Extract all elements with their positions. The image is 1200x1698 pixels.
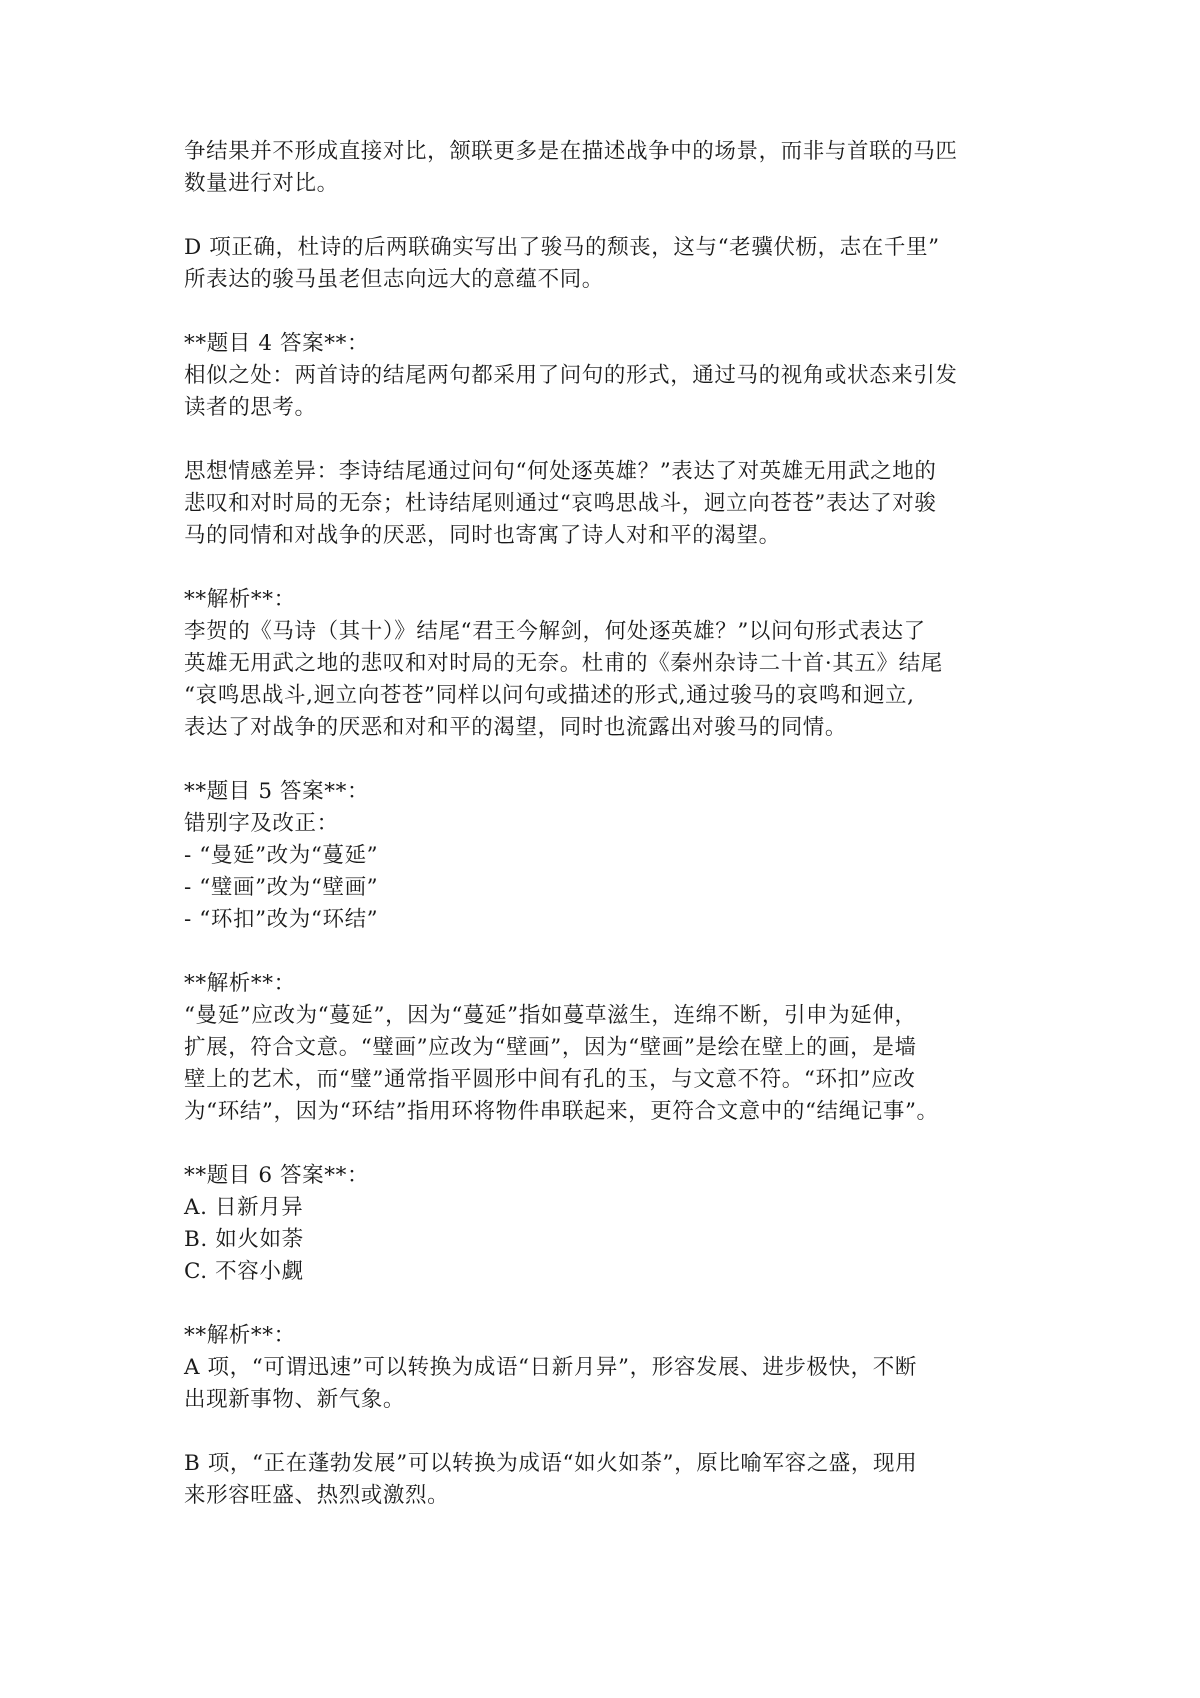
section-heading: **题目 5 答案**： bbox=[184, 779, 370, 804]
section-q5-analysis bbox=[184, 968, 1024, 1128]
text-line: “曼延”应改为“蔓延”，因为“蔓延”指如蔓草滋生，连绵不断，引申为延伸， bbox=[184, 1003, 917, 1028]
text-line: “哀鸣思战斗,迥立向苍苍”同样以问句或描述的形式,通过骏马的哀鸣和迥立, bbox=[184, 683, 915, 708]
section-q4-answer bbox=[184, 328, 1024, 424]
section-heading: **题目 4 答案**： bbox=[184, 331, 370, 356]
paragraph-q4-difference bbox=[184, 456, 1024, 552]
section-heading: **解析**： bbox=[184, 971, 296, 996]
paragraph-q6-analysis-b bbox=[184, 1448, 1024, 1512]
section-q4-analysis bbox=[184, 584, 1024, 744]
section-q6-analysis-a bbox=[184, 1320, 1024, 1416]
list-item: B. 如火如荼 bbox=[184, 1227, 304, 1252]
text-line: 数量进行对比。 bbox=[184, 171, 339, 196]
text-line: 悲叹和对时局的无奈；杜诗结尾则通过“哀鸣思战斗，迥立向苍苍”表达了对骏 bbox=[184, 491, 937, 516]
section-q5-answer bbox=[184, 776, 1024, 936]
section-heading: **解析**： bbox=[184, 1323, 296, 1348]
text-line: 表达了对战争的厌恶和对和平的渴望，同时也流露出对骏马的同情。 bbox=[184, 715, 848, 740]
section-heading: **题目 6 答案**： bbox=[184, 1163, 370, 1188]
list-item: - “曼延”改为“蔓延” bbox=[184, 843, 379, 868]
text-line: 相似之处：两首诗的结尾两句都采用了问句的形式，通过马的视角或状态来引发 bbox=[184, 363, 958, 388]
text-line: 英雄无用武之地的悲叹和对时局的无奈。杜甫的《秦州杂诗二十首·其五》结尾 bbox=[184, 651, 943, 676]
document-page bbox=[184, 136, 1024, 1544]
text-line: 扩展，符合文意。“璧画”应改为“壁画”，因为“壁画”是绘在壁上的画，是墙 bbox=[184, 1035, 917, 1060]
text-line: 来形容旺盛、热烈或激烈。 bbox=[184, 1483, 450, 1508]
text-line: A 项，“可谓迅速”可以转换为成语“日新月异”，形容发展、进步极快，不断 bbox=[184, 1355, 917, 1380]
section-heading: **解析**： bbox=[184, 587, 296, 612]
list-item: - “璧画”改为“壁画” bbox=[184, 875, 379, 900]
text-line: D 项正确，杜诗的后两联确实写出了骏马的颓丧，这与“老骥伏枥，志在千里” bbox=[184, 235, 940, 260]
text-line: B 项，“正在蓬勃发展”可以转换为成语“如火如荼”，原比喻军容之盛，现用 bbox=[184, 1451, 918, 1476]
text-line: 争结果并不形成直接对比，颔联更多是在描述战争中的场景，而非与首联的马匹 bbox=[184, 139, 958, 164]
paragraph-q3-analysis-c bbox=[184, 136, 1024, 200]
text-line: 错别字及改正： bbox=[184, 811, 339, 836]
text-line: 思想情感差异：李诗结尾通过问句“何处逐英雄？”表达了对英雄无用武之地的 bbox=[184, 459, 937, 484]
text-line: 读者的思考。 bbox=[184, 395, 317, 420]
text-line: 李贺的《马诗（其十）》结尾“君王今解剑，何处逐英雄？”以问句形式表达了 bbox=[184, 619, 926, 644]
text-line: 马的同情和对战争的厌恶，同时也寄寓了诗人对和平的渴望。 bbox=[184, 523, 781, 548]
text-line: 所表达的骏马虽老但志向远大的意蕴不同。 bbox=[184, 267, 604, 292]
text-line: 出现新事物、新气象。 bbox=[184, 1387, 406, 1412]
list-item: C. 不容小觑 bbox=[184, 1259, 304, 1284]
list-item: A. 日新月异 bbox=[184, 1195, 304, 1220]
list-item: - “环扣”改为“环结” bbox=[184, 907, 379, 932]
text-line: 为“环结”，因为“环结”指用环将物件串联起来，更符合文意中的“结绳记事”。 bbox=[184, 1099, 939, 1124]
paragraph-q3-analysis-d bbox=[184, 232, 1024, 296]
text-line: 壁上的艺术，而“璧”通常指平圆形中间有孔的玉，与文意不符。“环扣”应改 bbox=[184, 1067, 916, 1092]
section-q6-answer bbox=[184, 1160, 1024, 1288]
